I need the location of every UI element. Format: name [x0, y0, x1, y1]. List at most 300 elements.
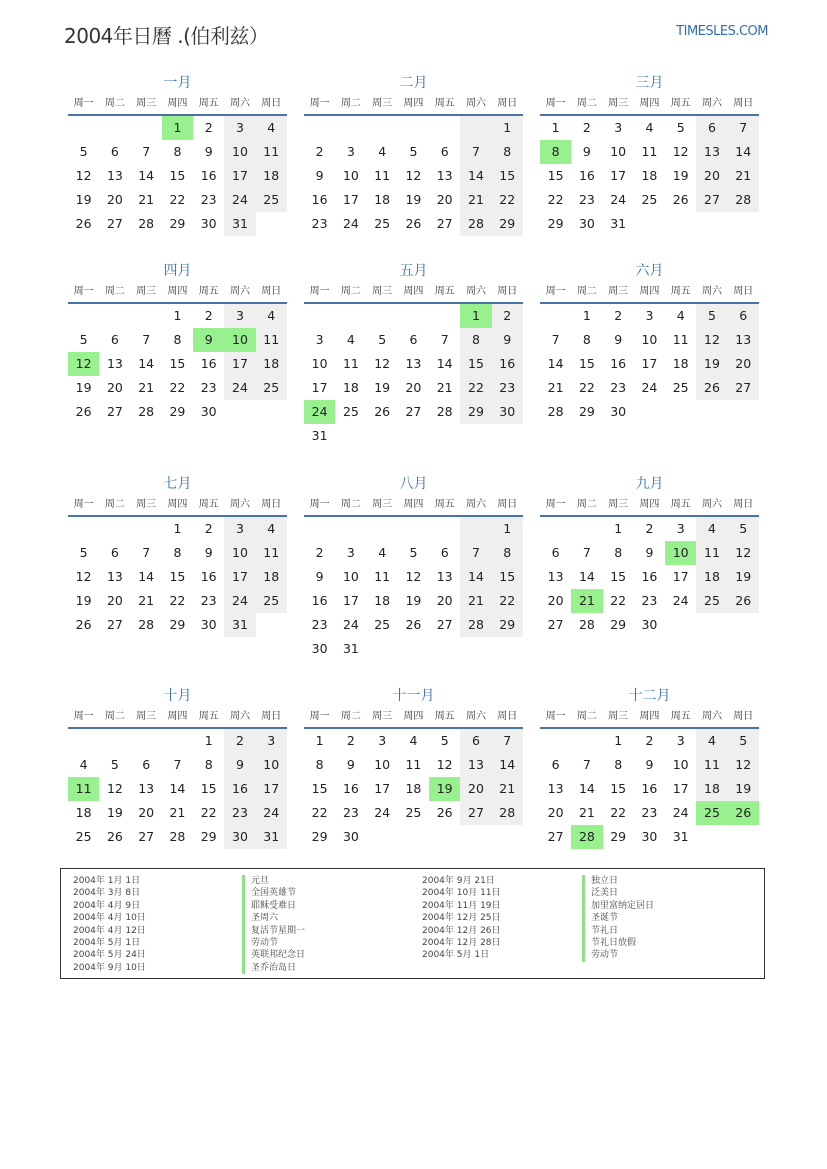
day-cell[interactable]: 14: [578, 569, 595, 584]
day-cell[interactable]: 22: [169, 593, 186, 608]
day-cell[interactable]: 15: [311, 781, 328, 796]
day-cell[interactable]: 25: [256, 188, 287, 212]
day-cell[interactable]: 29: [578, 404, 595, 419]
day-cell[interactable]: 11: [696, 753, 727, 777]
day-cell[interactable]: 10: [256, 753, 287, 777]
day-cell[interactable]: 7: [492, 729, 523, 753]
day-cell[interactable]: 5: [409, 144, 418, 159]
day-cell[interactable]: 23: [342, 805, 359, 820]
day-cell[interactable]: 27: [460, 801, 491, 825]
day-cell[interactable]: 16: [200, 168, 217, 183]
day-cell[interactable]: 19: [728, 565, 759, 589]
day-cell[interactable]: 26: [75, 216, 92, 231]
day-cell[interactable]: 20: [696, 164, 727, 188]
day-cell[interactable]: 6: [142, 757, 151, 772]
day-cell[interactable]: 30: [342, 829, 359, 844]
day-cell[interactable]: 29: [200, 829, 217, 844]
day-cell[interactable]: 4: [378, 545, 387, 560]
day-cell[interactable]: 20: [547, 805, 564, 820]
day-cell[interactable]: 26: [696, 376, 727, 400]
day-cell[interactable]: 15: [169, 356, 186, 371]
day-cell[interactable]: 13: [436, 569, 453, 584]
day-cell[interactable]: 20: [547, 593, 564, 608]
day-cell[interactable]: 10: [311, 356, 328, 371]
day-cell[interactable]: 28: [138, 216, 155, 231]
day-cell[interactable]: 27: [547, 617, 564, 632]
day-cell[interactable]: 7: [173, 757, 182, 772]
day-cell[interactable]: 7: [728, 116, 759, 140]
day-cell[interactable]: 5: [696, 304, 727, 328]
day-cell[interactable]: 17: [342, 593, 359, 608]
day-cell[interactable]: 24: [256, 801, 287, 825]
day-cell[interactable]: 25: [256, 589, 287, 613]
day-cell[interactable]: 23: [610, 380, 627, 395]
day-cell[interactable]: 28: [578, 617, 595, 632]
day-cell[interactable]: 23: [200, 593, 217, 608]
day-cell[interactable]: 5: [110, 757, 119, 772]
day-cell[interactable]: 5: [676, 120, 685, 135]
day-cell[interactable]: 10: [224, 541, 255, 565]
day-cell[interactable]: 1: [492, 116, 523, 140]
day-cell[interactable]: 31: [610, 216, 627, 231]
day-cell[interactable]: 20: [436, 593, 453, 608]
day-cell[interactable]: 17: [224, 352, 255, 376]
day-cell[interactable]: 3: [315, 332, 324, 347]
day-cell[interactable]: 16: [200, 356, 217, 371]
day-cell[interactable]: 15: [610, 569, 627, 584]
day-cell[interactable]: 29: [311, 829, 328, 844]
day-cell[interactable]: 18: [696, 565, 727, 589]
day-cell[interactable]: 8: [173, 144, 182, 159]
day-cell[interactable]: 13: [696, 140, 727, 164]
day-cell[interactable]: 19: [696, 352, 727, 376]
day-cell[interactable]: 6: [728, 304, 759, 328]
day-cell[interactable]: 12: [405, 569, 422, 584]
day-cell[interactable]: 14: [460, 565, 491, 589]
day-cell[interactable]: 15: [200, 781, 217, 796]
day-cell[interactable]: 13: [547, 569, 564, 584]
day-cell[interactable]: 20: [106, 192, 123, 207]
day-cell[interactable]: 19: [405, 192, 422, 207]
day-cell[interactable]: 10: [641, 332, 658, 347]
day-cell[interactable]: 6: [460, 729, 491, 753]
day-cell[interactable]: 2: [204, 120, 213, 135]
day-cell[interactable]: 3: [676, 521, 685, 536]
day-cell[interactable]: 9: [614, 332, 623, 347]
day-cell[interactable]: 14: [492, 753, 523, 777]
day-cell[interactable]: 8: [173, 545, 182, 560]
day-cell[interactable]: 2: [645, 733, 654, 748]
day-cell[interactable]: 24: [304, 400, 335, 424]
day-cell[interactable]: 28: [169, 829, 186, 844]
day-cell[interactable]: 6: [110, 545, 119, 560]
day-cell[interactable]: 9: [645, 757, 654, 772]
day-cell[interactable]: 26: [106, 829, 123, 844]
day-cell[interactable]: 29: [169, 617, 186, 632]
day-cell[interactable]: 16: [578, 168, 595, 183]
day-cell[interactable]: 1: [173, 308, 182, 323]
day-cell[interactable]: 8: [492, 140, 523, 164]
day-cell[interactable]: 22: [311, 805, 328, 820]
day-cell[interactable]: 19: [106, 805, 123, 820]
day-cell[interactable]: 17: [224, 565, 255, 589]
day-cell[interactable]: 10: [374, 757, 391, 772]
day-cell[interactable]: 29: [169, 404, 186, 419]
day-cell[interactable]: 7: [551, 332, 560, 347]
day-cell[interactable]: 25: [374, 216, 391, 231]
day-cell[interactable]: 25: [641, 192, 658, 207]
day-cell[interactable]: 19: [75, 380, 92, 395]
day-cell[interactable]: 16: [610, 356, 627, 371]
day-cell[interactable]: 16: [342, 781, 359, 796]
day-cell[interactable]: 20: [106, 380, 123, 395]
day-cell[interactable]: 5: [79, 332, 88, 347]
day-cell[interactable]: 7: [142, 332, 151, 347]
day-cell[interactable]: 15: [169, 569, 186, 584]
day-cell[interactable]: 1: [173, 521, 182, 536]
day-cell[interactable]: 24: [610, 192, 627, 207]
day-cell[interactable]: 31: [256, 825, 287, 849]
day-cell[interactable]: 31: [672, 829, 689, 844]
day-cell[interactable]: 13: [106, 569, 123, 584]
day-cell[interactable]: 20: [728, 352, 759, 376]
day-cell[interactable]: 30: [641, 829, 658, 844]
day-cell[interactable]: 22: [169, 380, 186, 395]
day-cell[interactable]: 28: [547, 404, 564, 419]
day-cell[interactable]: 17: [311, 380, 328, 395]
day-cell[interactable]: 14: [169, 781, 186, 796]
day-cell[interactable]: 20: [405, 380, 422, 395]
day-cell[interactable]: 18: [342, 380, 359, 395]
day-cell[interactable]: 14: [138, 569, 155, 584]
day-cell[interactable]: 1: [162, 116, 193, 140]
day-cell[interactable]: 17: [256, 777, 287, 801]
day-cell[interactable]: 26: [405, 216, 422, 231]
day-cell[interactable]: 21: [460, 589, 491, 613]
day-cell[interactable]: 15: [578, 356, 595, 371]
day-cell[interactable]: 26: [75, 404, 92, 419]
day-cell[interactable]: 2: [645, 521, 654, 536]
day-cell[interactable]: 10: [342, 569, 359, 584]
day-cell[interactable]: 3: [676, 733, 685, 748]
day-cell[interactable]: 23: [641, 805, 658, 820]
day-cell[interactable]: 9: [582, 144, 591, 159]
day-cell[interactable]: 12: [728, 753, 759, 777]
day-cell[interactable]: 6: [440, 144, 449, 159]
day-cell[interactable]: 10: [672, 757, 689, 772]
day-cell[interactable]: 30: [492, 400, 523, 424]
day-cell[interactable]: 26: [672, 192, 689, 207]
day-cell[interactable]: 3: [378, 733, 387, 748]
day-cell[interactable]: 8: [173, 332, 182, 347]
day-cell[interactable]: 4: [676, 308, 685, 323]
day-cell[interactable]: 24: [641, 380, 658, 395]
day-cell[interactable]: 20: [436, 192, 453, 207]
day-cell[interactable]: 28: [492, 801, 523, 825]
day-cell[interactable]: 14: [728, 140, 759, 164]
day-cell[interactable]: 28: [436, 404, 453, 419]
day-cell[interactable]: 24: [224, 589, 255, 613]
day-cell[interactable]: 27: [405, 404, 422, 419]
day-cell[interactable]: 15: [460, 352, 491, 376]
day-cell[interactable]: 21: [571, 589, 602, 613]
day-cell[interactable]: 25: [374, 617, 391, 632]
day-cell[interactable]: 19: [429, 777, 460, 801]
day-cell[interactable]: 22: [547, 192, 564, 207]
day-cell[interactable]: 2: [492, 304, 523, 328]
day-cell[interactable]: 16: [200, 569, 217, 584]
day-cell[interactable]: 12: [75, 569, 92, 584]
day-cell[interactable]: 9: [315, 569, 324, 584]
day-cell[interactable]: 22: [492, 589, 523, 613]
day-cell[interactable]: 13: [138, 781, 155, 796]
day-cell[interactable]: 2: [582, 120, 591, 135]
day-cell[interactable]: 27: [106, 404, 123, 419]
day-cell[interactable]: 11: [256, 140, 287, 164]
day-cell[interactable]: 18: [696, 777, 727, 801]
day-cell[interactable]: 7: [142, 144, 151, 159]
day-cell[interactable]: 14: [460, 164, 491, 188]
day-cell[interactable]: 23: [200, 380, 217, 395]
site-brand[interactable]: TIMESLES.COM: [676, 24, 768, 39]
day-cell[interactable]: 9: [204, 144, 213, 159]
day-cell[interactable]: 10: [665, 541, 696, 565]
day-cell[interactable]: 15: [492, 164, 523, 188]
day-cell[interactable]: 22: [169, 192, 186, 207]
day-cell[interactable]: 30: [224, 825, 255, 849]
day-cell[interactable]: 5: [728, 517, 759, 541]
day-cell[interactable]: 5: [378, 332, 387, 347]
day-cell[interactable]: 5: [79, 144, 88, 159]
day-cell[interactable]: 16: [641, 569, 658, 584]
day-cell[interactable]: 3: [224, 304, 255, 328]
day-cell[interactable]: 21: [578, 805, 595, 820]
day-cell[interactable]: 23: [492, 376, 523, 400]
day-cell[interactable]: 28: [460, 613, 491, 637]
day-cell[interactable]: 18: [256, 565, 287, 589]
day-cell[interactable]: 22: [200, 805, 217, 820]
day-cell[interactable]: 13: [405, 356, 422, 371]
day-cell[interactable]: 11: [68, 777, 99, 801]
day-cell[interactable]: 9: [204, 545, 213, 560]
day-cell[interactable]: 1: [460, 304, 491, 328]
day-cell[interactable]: 9: [315, 168, 324, 183]
day-cell[interactable]: 23: [311, 617, 328, 632]
day-cell[interactable]: 13: [106, 168, 123, 183]
day-cell[interactable]: 2: [224, 729, 255, 753]
day-cell[interactable]: 4: [256, 517, 287, 541]
day-cell[interactable]: 25: [405, 805, 422, 820]
day-cell[interactable]: 21: [436, 380, 453, 395]
day-cell[interactable]: 26: [436, 805, 453, 820]
day-cell[interactable]: 20: [138, 805, 155, 820]
day-cell[interactable]: 2: [346, 733, 355, 748]
day-cell[interactable]: 24: [224, 376, 255, 400]
day-cell[interactable]: 27: [138, 829, 155, 844]
day-cell[interactable]: 12: [696, 328, 727, 352]
day-cell[interactable]: 1: [492, 517, 523, 541]
day-cell[interactable]: 27: [547, 829, 564, 844]
day-cell[interactable]: 24: [224, 188, 255, 212]
day-cell[interactable]: 17: [672, 569, 689, 584]
day-cell[interactable]: 1: [582, 308, 591, 323]
day-cell[interactable]: 9: [224, 753, 255, 777]
day-cell[interactable]: 1: [614, 733, 623, 748]
day-cell[interactable]: 1: [204, 733, 213, 748]
day-cell[interactable]: 4: [645, 120, 654, 135]
day-cell[interactable]: 23: [200, 192, 217, 207]
day-cell[interactable]: 29: [610, 829, 627, 844]
day-cell[interactable]: 24: [342, 216, 359, 231]
day-cell[interactable]: 4: [346, 332, 355, 347]
day-cell[interactable]: 30: [200, 404, 217, 419]
day-cell[interactable]: 14: [578, 781, 595, 796]
day-cell[interactable]: 20: [106, 593, 123, 608]
day-cell[interactable]: 7: [582, 757, 591, 772]
day-cell[interactable]: 20: [460, 777, 491, 801]
day-cell[interactable]: 4: [256, 116, 287, 140]
day-cell[interactable]: 18: [256, 352, 287, 376]
day-cell[interactable]: 11: [256, 328, 287, 352]
day-cell[interactable]: 3: [346, 144, 355, 159]
day-cell[interactable]: 5: [79, 545, 88, 560]
day-cell[interactable]: 23: [224, 801, 255, 825]
day-cell[interactable]: 31: [224, 613, 255, 637]
day-cell[interactable]: 27: [106, 216, 123, 231]
day-cell[interactable]: 28: [138, 404, 155, 419]
day-cell[interactable]: 24: [672, 593, 689, 608]
day-cell[interactable]: 27: [436, 216, 453, 231]
day-cell[interactable]: 6: [696, 116, 727, 140]
day-cell[interactable]: 5: [728, 729, 759, 753]
day-cell[interactable]: 31: [311, 428, 328, 443]
day-cell[interactable]: 25: [75, 829, 92, 844]
day-cell[interactable]: 31: [342, 641, 359, 656]
day-cell[interactable]: 26: [405, 617, 422, 632]
day-cell[interactable]: 1: [315, 733, 324, 748]
day-cell[interactable]: 17: [641, 356, 658, 371]
day-cell[interactable]: 6: [551, 545, 560, 560]
day-cell[interactable]: 29: [492, 613, 523, 637]
day-cell[interactable]: 30: [311, 641, 328, 656]
day-cell[interactable]: 1: [551, 120, 560, 135]
day-cell[interactable]: 6: [440, 545, 449, 560]
day-cell[interactable]: 22: [610, 593, 627, 608]
day-cell[interactable]: 16: [492, 352, 523, 376]
day-cell[interactable]: 8: [582, 332, 591, 347]
day-cell[interactable]: 21: [460, 188, 491, 212]
day-cell[interactable]: 17: [374, 781, 391, 796]
day-cell[interactable]: 18: [405, 781, 422, 796]
day-cell[interactable]: 6: [110, 144, 119, 159]
day-cell[interactable]: 27: [728, 376, 759, 400]
day-cell[interactable]: 2: [315, 545, 324, 560]
day-cell[interactable]: 10: [610, 144, 627, 159]
day-cell[interactable]: 16: [311, 192, 328, 207]
day-cell[interactable]: 29: [610, 617, 627, 632]
day-cell[interactable]: 21: [169, 805, 186, 820]
day-cell[interactable]: 15: [169, 168, 186, 183]
day-cell[interactable]: 16: [311, 593, 328, 608]
day-cell[interactable]: 26: [75, 617, 92, 632]
day-cell[interactable]: 29: [492, 212, 523, 236]
day-cell[interactable]: 24: [374, 805, 391, 820]
day-cell[interactable]: 2: [204, 521, 213, 536]
day-cell[interactable]: 30: [200, 617, 217, 632]
day-cell[interactable]: 12: [728, 541, 759, 565]
day-cell[interactable]: 22: [578, 380, 595, 395]
day-cell[interactable]: 13: [728, 328, 759, 352]
day-cell[interactable]: 22: [610, 805, 627, 820]
day-cell[interactable]: 8: [460, 328, 491, 352]
day-cell[interactable]: 29: [169, 216, 186, 231]
day-cell[interactable]: 3: [645, 308, 654, 323]
day-cell[interactable]: 9: [492, 328, 523, 352]
day-cell[interactable]: 5: [409, 545, 418, 560]
day-cell[interactable]: 30: [610, 404, 627, 419]
day-cell[interactable]: 3: [224, 116, 255, 140]
day-cell[interactable]: 8: [614, 757, 623, 772]
day-cell[interactable]: 16: [641, 781, 658, 796]
day-cell[interactable]: 28: [138, 617, 155, 632]
day-cell[interactable]: 2: [614, 308, 623, 323]
day-cell[interactable]: 8: [204, 757, 213, 772]
day-cell[interactable]: 18: [374, 192, 391, 207]
day-cell[interactable]: 11: [672, 332, 689, 347]
day-cell[interactable]: 19: [75, 593, 92, 608]
day-cell[interactable]: 3: [346, 545, 355, 560]
day-cell[interactable]: 11: [696, 541, 727, 565]
day-cell[interactable]: 3: [224, 517, 255, 541]
day-cell[interactable]: 11: [256, 541, 287, 565]
day-cell[interactable]: 4: [696, 729, 727, 753]
day-cell[interactable]: 13: [547, 781, 564, 796]
day-cell[interactable]: 4: [378, 144, 387, 159]
day-cell[interactable]: 11: [374, 168, 391, 183]
day-cell[interactable]: 1: [614, 521, 623, 536]
day-cell[interactable]: 28: [460, 212, 491, 236]
day-cell[interactable]: 13: [436, 168, 453, 183]
day-cell[interactable]: 21: [547, 380, 564, 395]
day-cell[interactable]: 11: [641, 144, 658, 159]
day-cell[interactable]: 9: [645, 545, 654, 560]
day-cell[interactable]: 18: [75, 805, 92, 820]
day-cell[interactable]: 18: [374, 593, 391, 608]
day-cell[interactable]: 12: [75, 168, 92, 183]
day-cell[interactable]: 16: [224, 777, 255, 801]
day-cell[interactable]: 8: [614, 545, 623, 560]
day-cell[interactable]: 2: [204, 308, 213, 323]
day-cell[interactable]: 23: [311, 216, 328, 231]
day-cell[interactable]: 8: [540, 140, 571, 164]
day-cell[interactable]: 15: [610, 781, 627, 796]
day-cell[interactable]: 7: [142, 545, 151, 560]
day-cell[interactable]: 21: [492, 777, 523, 801]
day-cell[interactable]: 18: [256, 164, 287, 188]
day-cell[interactable]: 2: [315, 144, 324, 159]
day-cell[interactable]: 28: [728, 188, 759, 212]
day-cell[interactable]: 6: [110, 332, 119, 347]
day-cell[interactable]: 27: [696, 188, 727, 212]
day-cell[interactable]: 30: [578, 216, 595, 231]
day-cell[interactable]: 12: [405, 168, 422, 183]
day-cell[interactable]: 30: [200, 216, 217, 231]
day-cell[interactable]: 10: [224, 140, 255, 164]
day-cell[interactable]: 19: [374, 380, 391, 395]
day-cell[interactable]: 11: [342, 356, 359, 371]
day-cell[interactable]: 26: [728, 801, 759, 825]
day-cell[interactable]: 19: [75, 192, 92, 207]
